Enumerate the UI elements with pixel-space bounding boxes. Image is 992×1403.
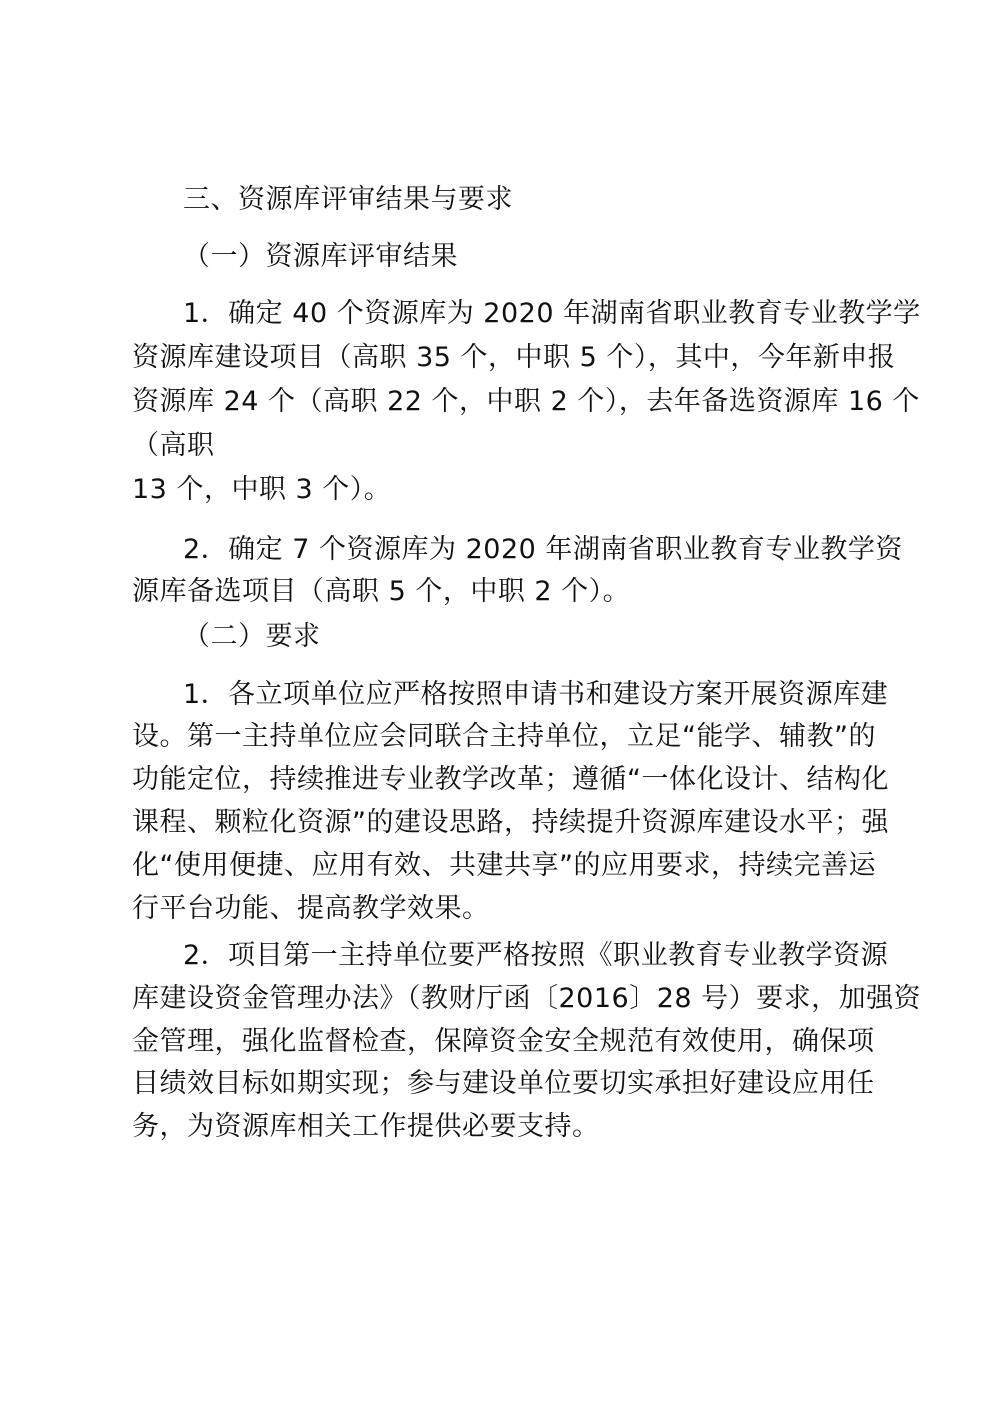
paragraph-line: 化“使用便捷、应用有效、共建共享”的应用要求，持续完善运 (132, 850, 876, 881)
paragraph-line: 功能定位，持续推进专业教学改革；遵循“一体化设计、结构化 (132, 764, 889, 795)
section-heading: 三、资源库评审结果与要求 (183, 184, 513, 215)
paragraph-line: 设。第一主持单位应会同联合主持单位，立足“能学、辅教”的 (132, 721, 876, 752)
paragraph-line: 源库备选项目（高职 5 个，中职 2 个）。 (132, 576, 631, 607)
subsection-heading: （一）资源库评审结果 (183, 241, 458, 272)
paragraph-line: 行平台功能、提高教学效果。 (132, 893, 490, 924)
paragraph-line: （高职 (132, 430, 215, 461)
paragraph-line: 课程、颗粒化资源”的建设思路，持续提升资源库建设水平；强 (132, 807, 889, 838)
paragraph-line: 资源库建设项目（高职 35 个，中职 5 个），其中，今年新申报 (132, 342, 896, 373)
paragraph-line: 13 个，中职 3 个）。 (132, 474, 392, 505)
paragraph-line: 资源库 24 个（高职 22 个，中职 2 个），去年备选资源库 16 个 (132, 386, 920, 417)
paragraph-line: 金管理，强化监督检查，保障资金安全规范有效使用，确保项 (132, 1026, 875, 1057)
paragraph-line: 务，为资源库相关工作提供必要支持。 (132, 1111, 600, 1142)
paragraph-line: 库建设资金管理办法》（教财厅函〔2016〕28 号）要求，加强资 (132, 983, 922, 1014)
paragraph-line: 2．项目第一主持单位要严格按照《职业教育专业教学资源 (183, 940, 889, 971)
paragraph-line: 1．确定 40 个资源库为 2020 年湖南省职业教育专业教学学 (183, 298, 921, 329)
paragraph-line: 1．各立项单位应严格按照申请书和建设方案开展资源库建 (183, 679, 889, 710)
paragraph-line: 2．确定 7 个资源库为 2020 年湖南省职业教育专业教学资 (183, 534, 903, 565)
paragraph-line: 目绩效目标如期实现；参与建设单位要切实承担好建设应用任 (132, 1068, 875, 1099)
subsection-heading: （二）要求 (183, 621, 321, 652)
